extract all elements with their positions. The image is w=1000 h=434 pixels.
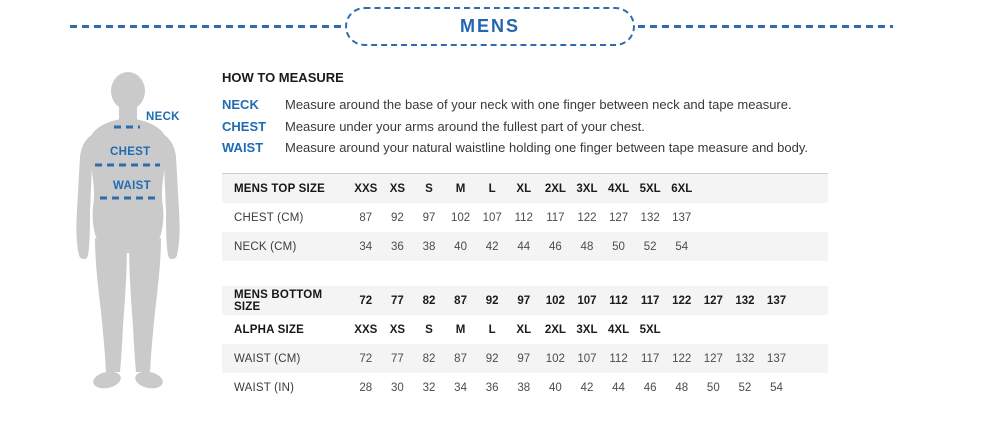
size-value-cell: 44 [612,381,625,394]
header-dashed-line-left [70,25,342,28]
size-value-cell: 46 [548,240,562,253]
size-value-cell: 4XL [608,323,630,336]
mens-bottom-size-table [222,286,828,402]
page-title: MENS [459,16,520,36]
size-value-cell: 82 [422,294,436,307]
size-value-cell: 34 [454,381,467,394]
row-label: WAIST (IN) [234,381,295,394]
size-value-cell: 2XL [544,323,566,336]
size-value-cell: 44 [517,240,531,253]
size-value-cell: 48 [580,240,594,253]
section-title-pill [345,7,635,46]
measure-instruction-chest [222,116,922,138]
measure-instruction-neck [222,94,922,116]
size-value-cell: 40 [548,381,562,394]
size-value-cell: M [455,182,466,195]
size-value-cell: 3XL [576,182,598,195]
row-label: MENS TOP SIZE [234,182,326,195]
size-value-cell: 50 [706,381,720,394]
size-value-cell: 122 [672,294,692,307]
size-value-cell: 117 [546,211,565,224]
table-row [222,344,828,373]
measure-text-chest: Measure under your arms around the fullest part of your chest. [285,118,645,134]
size-value-cell: 32 [422,381,436,394]
size-value-cell: 87 [454,294,467,307]
size-value-cell: 3XL [576,323,598,336]
size-value-cell: 112 [609,352,628,365]
size-value-cell: 112 [514,211,533,224]
measure-text-neck: Measure around the base of your neck with one finger between neck and tape measure. [285,97,792,112]
size-value-cell: 36 [485,381,499,394]
measure-instruction-waist [222,137,922,159]
size-value-cell: XL [516,323,532,336]
size-value-cell: 82 [422,352,436,365]
size-value-cell: 6XL [671,182,693,195]
size-value-cell: 137 [766,294,787,307]
size-value-cell: 117 [640,294,660,307]
size-value-cell: 54 [770,381,783,394]
size-value-cell: 72 [359,294,373,307]
size-value-cell: 52 [738,381,752,394]
size-value-cell: L [488,182,496,195]
size-value-cell: XS [389,323,406,336]
figure-chest-label: CHEST [110,146,151,158]
size-value-cell: 77 [390,352,404,365]
size-value-cell: S [425,323,433,336]
size-value-cell: 132 [735,294,755,307]
size-value-cell: 92 [485,294,499,307]
mens-top-size-table [222,173,828,261]
size-value-cell: 30 [390,381,404,394]
size-value-cell: 2XL [544,182,566,195]
size-value-cell: 54 [675,240,689,253]
size-value-cell: XS [389,182,406,195]
table-row [222,203,828,232]
size-value-cell: 97 [422,211,436,224]
size-value-cell: 28 [359,381,373,394]
size-value-cell: 107 [577,352,597,365]
size-value-cell: 127 [703,294,723,307]
row-label: NECK (CM) [234,240,297,253]
size-value-cell: L [488,323,496,336]
size-value-cell: XL [516,182,532,195]
table-row [222,174,828,203]
size-value-cell: M [455,323,466,336]
size-value-cell: 102 [450,211,471,224]
row-label: ALPHA SIZE [234,323,304,336]
table-row [222,373,828,402]
size-value-cell: 38 [517,381,531,394]
header-dashed-line-right [638,25,893,28]
size-value-cell: 117 [640,352,660,365]
figure-waist-label: WAIST [113,180,151,192]
how-to-measure-title: HOW TO MEASURE [222,70,344,85]
size-value-cell: 127 [608,211,629,224]
measure-text-waist: Measure around your natural waistline holding one finger between tape measure and body. [285,140,808,155]
how-to-measure-section [222,70,922,159]
size-value-cell: 50 [612,240,625,253]
size-value-cell: 102 [545,294,565,307]
size-value-cell: 38 [422,240,436,253]
size-value-cell: 77 [390,294,404,307]
size-value-cell: 87 [359,211,373,224]
size-value-cell: 42 [580,381,594,394]
size-value-cell: 122 [577,211,597,224]
size-value-cell: 87 [454,352,467,365]
size-value-cell: 137 [766,352,787,365]
size-value-cell: 127 [703,352,723,365]
size-value-cell: 92 [485,352,499,365]
row-label: CHEST (CM) [234,211,304,224]
size-value-cell: 36 [390,240,404,253]
size-value-cell: 92 [390,211,404,224]
measure-label-neck: NECK [222,97,259,112]
table-row [222,232,828,261]
size-value-cell: 132 [735,352,755,365]
size-value-cell: 107 [482,211,502,224]
size-value-cell: 72 [359,352,373,365]
size-value-cell: 40 [454,240,467,253]
row-label: MENS BOTTOM SIZE [234,288,323,313]
size-value-cell: 122 [672,352,692,365]
size-value-cell: 112 [609,294,628,307]
size-value-cell: XXS [354,323,378,336]
size-value-cell: 97 [517,352,531,365]
body-measurement-diagram [60,60,200,405]
table-row [222,286,828,315]
figure-neck-label: NECK [146,111,180,123]
table-row [222,315,828,344]
size-value-cell: 137 [672,211,692,224]
size-value-cell: 132 [640,211,660,224]
size-value-cell: 48 [675,381,689,394]
size-value-cell: 34 [359,240,373,253]
row-label: WAIST (CM) [234,352,301,365]
size-value-cell: 107 [577,294,597,307]
size-value-cell: 52 [643,240,657,253]
size-value-cell: 5XL [639,323,661,336]
size-value-cell: S [425,182,433,195]
measure-label-chest: CHEST [222,118,267,134]
size-value-cell: 4XL [608,182,630,195]
size-value-cell: 5XL [639,182,661,195]
size-value-cell: 102 [545,352,565,365]
size-value-cell: 97 [517,294,531,307]
measure-label-waist: WAIST [222,140,264,155]
size-value-cell: 46 [643,381,657,394]
size-value-cell: 42 [485,240,499,253]
size-value-cell: XXS [354,182,378,195]
